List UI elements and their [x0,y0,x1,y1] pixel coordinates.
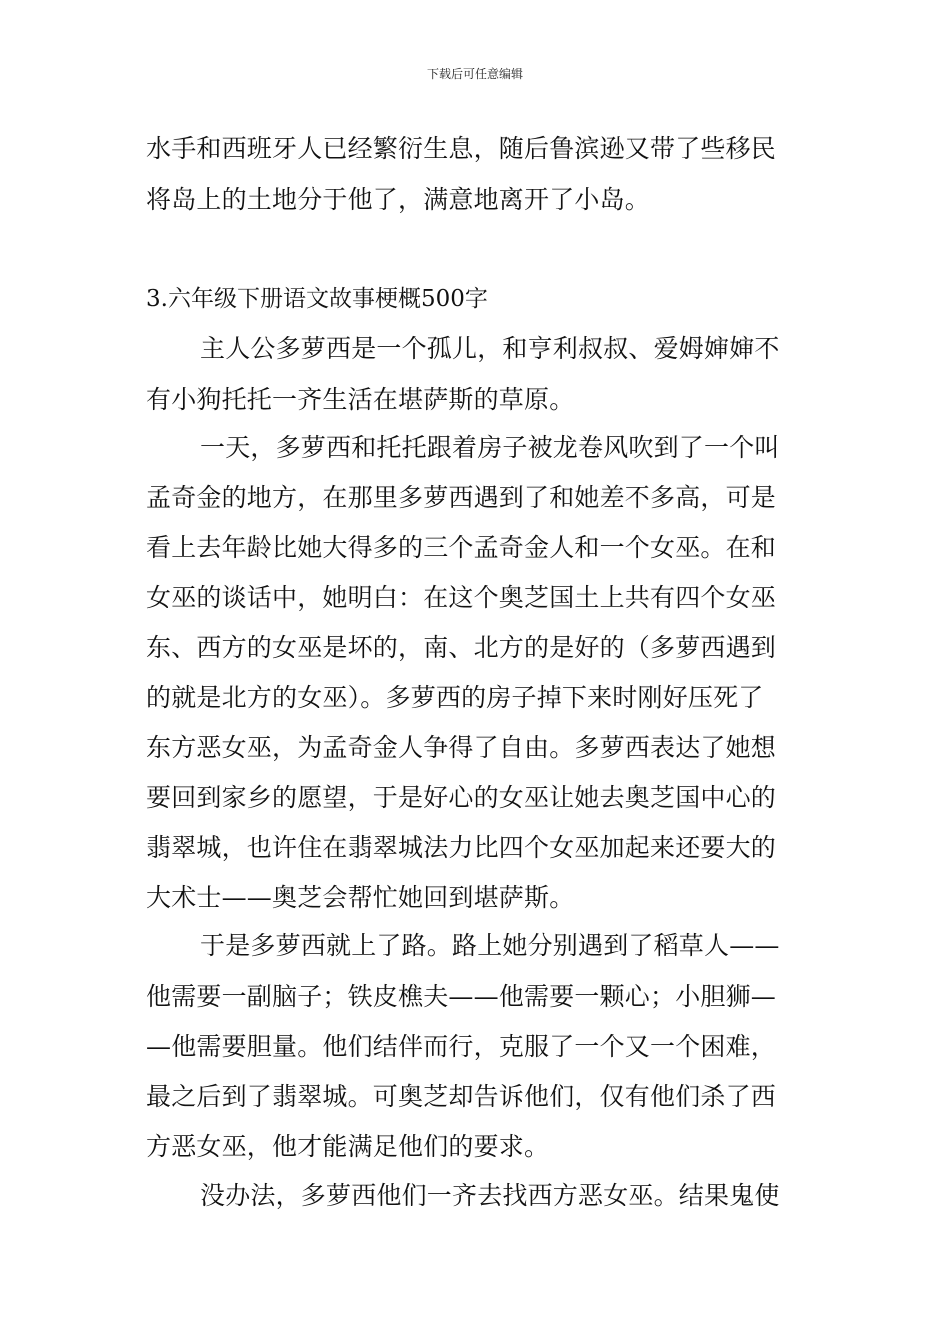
paragraph-first-line: 一天，多萝西和托托跟着房子被龙卷风吹到了一个叫 [200,433,780,462]
text-line: 东方恶女巫，为孟奇金人争得了自由。多萝西表达了她想 [146,733,777,762]
paragraph-first-line: 于是多萝西就上了路。路上她分别遇到了稻草人—— [200,931,780,960]
text-line: 东、西方的女巫是坏的，南、北方的是好的（多萝西遇到 [146,633,777,662]
text-line: 有小狗托托一齐生活在堪萨斯的草原。 [146,385,575,414]
paragraph-first-line: 没办法，多萝西他们一齐去找西方恶女巫。结果鬼使 [200,1181,780,1210]
text-line: —他需要胆量。他们结伴而行，克服了一个又一个困难， [146,1032,777,1061]
text-line: 他需要一副脑子；铁皮樵夫——他需要一颗心；小胆狮— [146,982,777,1011]
text-line: 的就是北方的女巫）。多萝西的房子掉下来时刚好压死了 [146,683,764,712]
text-line: 看上去年龄比她大得多的三个孟奇金人和一个女巫。在和 [146,533,777,562]
section-title: 3.六年级下册语文故事梗概500字 [146,286,488,312]
text-line: 女巫的谈话中，她明白：在这个奥芝国土上共有四个女巫 [146,583,777,612]
text-line: 孟奇金的地方，在那里多萝西遇到了和她差不多高，可是 [146,483,777,512]
text-line: 大术士——奥芝会帮忙她回到堪萨斯。 [146,883,575,912]
text-line: 翡翠城，也许住在翡翠城法力比四个女巫加起来还要大的 [146,833,777,862]
text-line: 水手和西班牙人已经繁衍生息，随后鲁滨逊又带了些移民 [146,134,777,163]
text-line: 方恶女巫，他才能满足他们的要求。 [146,1132,550,1161]
paragraph-first-line: 主人公多萝西是一个孤儿，和亨利叔叔、爱姆婶婶不 [200,334,780,363]
text-line: 最之后到了翡翠城。可奥芝却告诉他们，仅有他们杀了西 [146,1082,777,1111]
text-line: 要回到家乡的愿望，于是好心的女巫让她去奥芝国中心的 [146,783,777,812]
text-line: 将岛上的土地分于他了，满意地离开了小岛。 [146,185,651,214]
page-header: 下载后可任意编辑 [426,67,523,81]
